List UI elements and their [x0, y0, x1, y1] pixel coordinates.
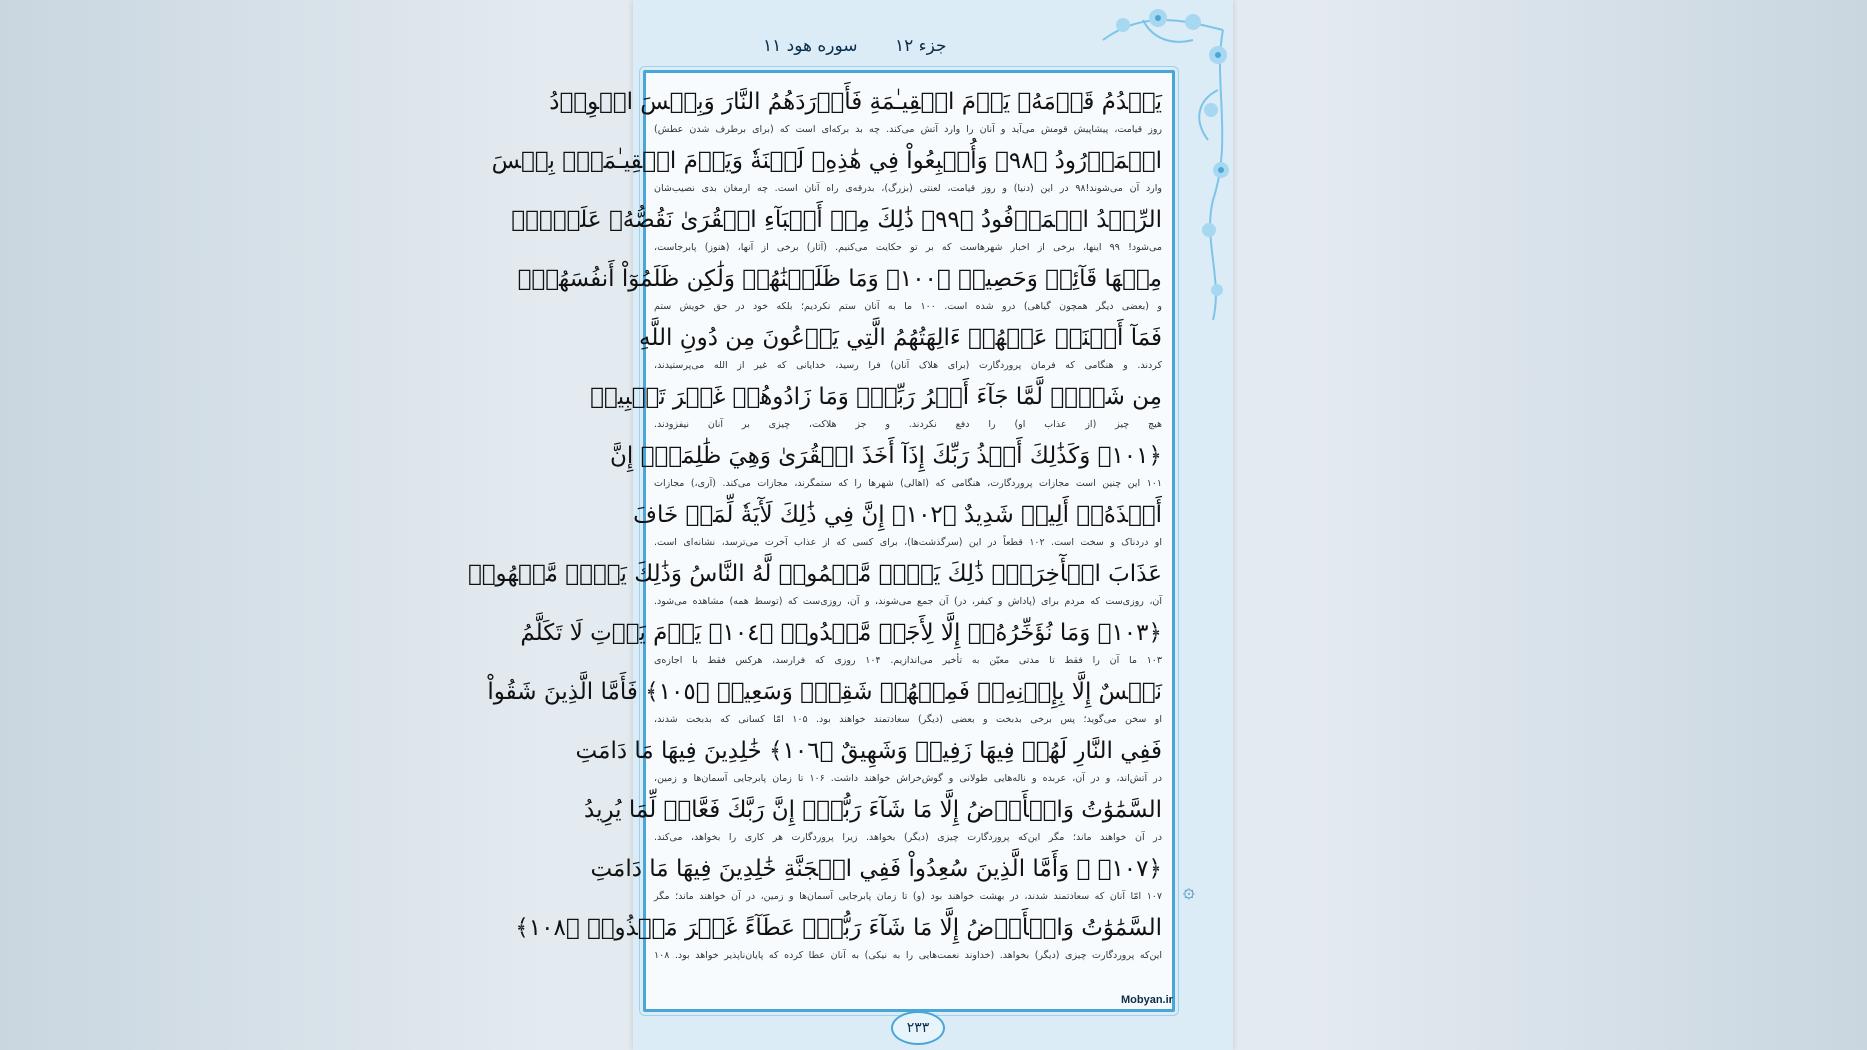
juz-label: جزء ۱۲: [895, 36, 947, 56]
verse-line: مِنۡهَا قَآئِمٞ وَحَصِيدٞ ﴿١٠٠﴾ وَمَا ظَلَمۡنَٰهُمۡ وَلَٰكِن ظَلَمُوٓاْ أَنفُسَهُمۡۖ: [517, 266, 1162, 292]
hizb-mark: ۞: [1183, 878, 1195, 902]
translation-line: او سخن می‌گوید؛ پس برخی بدبخت و بعضی (دیگر) سعادتمند خواهند بود. ۱۰۵ امّا کسانی که بدبخت شدند،: [654, 714, 1162, 725]
translation-line: در آتش‌اند، و در آن، عربده و ناله‌هایی طولانی و گوش‌خراش خواهند داشت. ۱۰۶ تا زمان پابرجایی آسمان‌ها و زمین،: [654, 773, 1162, 784]
translation-line: هیچ چیز (از عذاب او) را دفع نکردند. و جز هلاکت، چیزی بر آنان نیفزودند.: [654, 419, 1162, 430]
surah-title: سوره هود ۱۱: [763, 36, 858, 56]
verse-line: يَقۡدُمُ قَوۡمَهُۥ يَوۡمَ الۡقِيـٰمَةِ فَأَوۡرَدَهُمُ النَّارَ وَبِئۡسَ الۡوِرۡدُ: [549, 89, 1162, 115]
verse-line: عَذَابَ الۡأٓخِرَةِۚ ذَٰلِكَ يَوۡمٞ مَّجۡمُوعٞ لَّهُ النَّاسُ وَذَٰلِكَ يَوۡمٞ مَّشۡهُودٞ: [467, 561, 1162, 587]
translation-line: او دردناک و سخت است. ۱۰۲ قطعاً در این (سرگذشت‌ها)، برای کسی که از عذاب آخرت می‌ترسد، نشانه‌ای است.: [654, 537, 1162, 548]
translation-line: این‌که پروردگارت چیزی (دیگر) بخواهد. (خداوند نعمت‌هایی را به نیکی) به آنان عطا کرده که پایان‌ناپذیر خواهد بود. ۱۰۸: [654, 950, 1162, 961]
verse-line: أَخۡذَهُۥٓ أَلِيمٞ شَدِيدٌ ﴿١٠٢﴾ إِنَّ فِي ذَٰلِكَ لَأٓيَةٗ لِّمَنۡ خَافَ: [633, 502, 1162, 528]
translation-line: کردند. و هنگامی که فرمان پروردگارت (برای هلاک آنان) فرا رسید، خدایانی که غیر از الله می‌پرستیدند،: [654, 360, 1162, 371]
translation-line: روز قیامت، پیشاپیش قومش می‌آید و آنان را وارد آتش می‌کند. چه بد برکه‌ای است که (برای برطرف شدن عطش): [654, 124, 1162, 135]
translation-line: آن، روزی‌ست که مردم برای (پاداش و کیفر، در) آن جمع می‌شوند، و آن، روزی‌ست که (توسط همه) مشاهده می‌شود.: [654, 596, 1162, 607]
translation-line: ۱۰۷ امّا آنان که سعادتمند شدند، در بهشت خواهند بود (و) تا زمان پابرجایی آسمان‌ها و زمین، در آن خواهند ماند؛ مگر: [654, 891, 1162, 902]
verse-line: الرِّفۡدُ الۡمَرۡفُودُ ﴿٩٩﴾ ذَٰلِكَ مِنۡ أَنۢبَآءِ الۡقُرَىٰ نَقُصُّهُۥ عَلَيۡكَۖ: [511, 207, 1162, 233]
page-number: ۲۳۳: [906, 1020, 930, 1036]
translation-line: و (بعضی دیگر همچون گیاهی) درو شده است. ۱۰۰ ما به آنان ستم نکردیم؛ بلکه خود در حق خویش ستم: [654, 301, 1162, 312]
verse-line: فَمَآ أَغۡنَتۡ عَنۡهُمۡ ءَالِهَتُهُمُ الَّتِي يَدۡعُونَ مِن دُونِ اللَّهِ: [639, 325, 1162, 351]
site-watermark: Mobyan.ir: [1121, 994, 1173, 1006]
translation-line: ۱۰۱ این چنین است مجازات پروردگارت، هنگامی که (اهالی) شهرها را که ستمگرند، مجازات می‌کند. (آری،) مجازات: [654, 478, 1162, 489]
translation-line: در آن خواهند ماند؛ مگر این‌که پروردگارت چیزی (دیگر) بخواهد. زیرا پروردگارت هر کاری را بخواهد، می‌کند.: [654, 832, 1162, 843]
verse-line: السَّمَٰوَٰتُ وَالۡأَرۡضُ إِلَّا مَا شَآءَ رَبُّكَۚ إِنَّ رَبَّكَ فَعَّالٞ لِّمَا يُرِيدُ: [584, 797, 1162, 823]
translation-line: ۱۰۳ ما آن را فقط تا مدتی معیّن به تأخیر می‌اندازیم. ۱۰۴ روزی که فرارسد، هرکس فقط با اجازه‌ی: [654, 655, 1162, 666]
verse-line: نَفۡسٌ إِلَّا بِإِذۡنِهِۦۚ فَمِنۡهُمۡ شَقِيّٞ وَسَعِيدٞ ﴿١٠٥﴾ فَأَمَّا الَّذِينَ شَقُواْ: [487, 679, 1162, 705]
translation-line: وارد آن می‌شوند!۹۸ در این (دنیا) و روز قیامت، لعنتی (بزرگ)، بدرقه‌ی راه آنان است. چه ارمغان بدی نصیب‌شان: [654, 183, 1162, 194]
text-frame: [467, 70, 1175, 1012]
verse-line: مِن شَيۡءٖ لَّمَّا جَآءَ أَمۡرُ رَبِّكَۖ وَمَا زَادُوهُمۡ غَيۡرَ تَتۡبِيبٖ: [590, 384, 1162, 410]
verse-line: ﴿١٠١﴾ وَكَذَٰلِكَ أَخۡذُ رَبِّكَ إِذَآ أَخَذَ الۡقُرَىٰ وَهِيَ ظَٰلِمَةٌۚ إِنَّ: [610, 443, 1162, 469]
quran-page: [467, 0, 1233, 1050]
verse-line: ﴿١٠٣﴾ وَمَا نُؤَخِّرُهُۥٓ إِلَّا لِأَجَلٖ مَّعۡدُودٖ ﴿١٠٤﴾ يَوۡمَ يَأۡتِ لَا تَكَلَّمُ: [520, 620, 1162, 646]
verse-line: الۡمَوۡرُودُ ﴿٩٨﴾ وَأُتۡبِعُواْ فِي هَٰذِهِۦ لَعۡنَةٗ وَيَوۡمَ الۡقِيـٰمَةِۚ بِئۡسَ: [491, 148, 1162, 174]
verse-line: ﴿١٠٧﴾ ۞ وَأَمَّا الَّذِينَ سُعِدُواْ فَفِي الۡجَنَّةِ خَٰلِدِينَ فِيهَا مَا دَامَتِ: [590, 856, 1162, 882]
verse-line: فَفِي النَّارِ لَهُمۡ فِيهَا زَفِيرٞ وَشَهِيقٌ ﴿١٠٦﴾ خَٰلِدِينَ فِيهَا مَا دَامَتِ: [575, 738, 1162, 764]
translation-line: می‌شود! ۹۹ اینها، برخی از اخبار شهرهاست که بر تو حکایت می‌کنیم. (آثار) برخی از آنها، (هنوز) پابرجاست،: [654, 242, 1162, 253]
page-number-badge: [891, 1011, 945, 1045]
verse-line: السَّمَٰوَٰتُ وَالۡأَرۡضُ إِلَّا مَا شَآءَ رَبُّكَۖ عَطَآءً غَيۡرَ مَجۡذُوذٖ ﴿١٠٨﴾: [515, 915, 1162, 941]
